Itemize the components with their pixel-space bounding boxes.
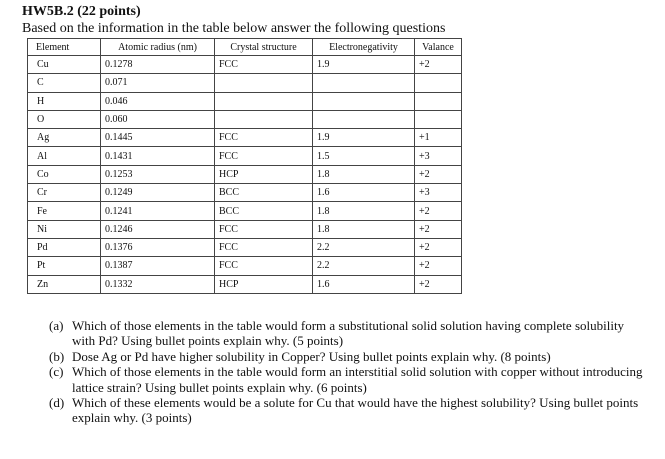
question-item <box>49 395 644 426</box>
table-row <box>28 275 462 293</box>
question-label: (b) <box>49 348 65 364</box>
cell-crystal-structure: BCC <box>215 184 313 202</box>
column-header-atomic-radius: Atomic radius (nm) <box>101 39 215 56</box>
question-text: Which of those elements in the table would form an interstitial solid solution with copper without introducing lattice strain? Using bullet points explain why. (6 points) <box>72 364 643 395</box>
cell-atomic-radius: 0.1241 <box>101 202 215 220</box>
cell-valance: +2 <box>415 202 462 220</box>
cell-valance: +2 <box>415 220 462 238</box>
table-row <box>28 147 462 165</box>
cell-element: C <box>28 74 101 92</box>
cell-valance <box>415 110 462 128</box>
element-properties-table <box>27 38 462 294</box>
cell-atomic-radius: 0.1278 <box>101 56 215 74</box>
instructions: Based on the information in the table below answer the following questions <box>22 21 446 36</box>
cell-valance: +3 <box>415 147 462 165</box>
cell-crystal-structure: FCC <box>215 238 313 256</box>
cell-atomic-radius: 0.060 <box>101 110 215 128</box>
cell-electronegativity: 2.2 <box>313 238 415 256</box>
cell-crystal-structure <box>215 74 313 92</box>
cell-electronegativity: 1.8 <box>313 202 415 220</box>
table-body <box>28 56 462 294</box>
cell-atomic-radius: 0.1246 <box>101 220 215 238</box>
cell-electronegativity: 1.6 <box>313 184 415 202</box>
question-text: Which of those elements in the table would form a substitutional solid solution having complete solubility with Pd? Using bullet points explain why. (5 points) <box>72 318 625 349</box>
cell-atomic-radius: 0.1332 <box>101 275 215 293</box>
cell-atomic-radius: 0.1249 <box>101 184 215 202</box>
cell-atomic-radius: 0.071 <box>101 74 215 92</box>
table-row <box>28 165 462 183</box>
cell-element: Zn <box>28 275 101 293</box>
question-label: (c) <box>49 364 64 380</box>
cell-electronegativity: 1.5 <box>313 147 415 165</box>
cell-valance: +2 <box>415 165 462 183</box>
cell-electronegativity: 1.8 <box>313 220 415 238</box>
table-row <box>28 74 462 92</box>
table-row <box>28 257 462 275</box>
cell-element: Al <box>28 147 101 165</box>
cell-crystal-structure: HCP <box>215 165 313 183</box>
cell-electronegativity <box>313 92 415 110</box>
cell-crystal-structure: HCP <box>215 275 313 293</box>
cell-crystal-structure: FCC <box>215 147 313 165</box>
cell-electronegativity: 1.6 <box>313 275 415 293</box>
question-list <box>49 318 644 426</box>
cell-valance: +2 <box>415 56 462 74</box>
cell-valance: +2 <box>415 257 462 275</box>
cell-electronegativity <box>313 110 415 128</box>
cell-element: Co <box>28 165 101 183</box>
column-header-element: Element <box>28 39 101 56</box>
cell-valance <box>415 92 462 110</box>
cell-atomic-radius: 0.1445 <box>101 129 215 147</box>
question-text: Which of these elements would be a solute for Cu that would have the highest solubility? Using bullet points explain why. (3 points) <box>72 395 639 426</box>
question-text: Dose Ag or Pd have higher solubility in Copper? Using bullet points explain why. (8 points) <box>72 348 551 364</box>
cell-crystal-structure <box>215 92 313 110</box>
table-row <box>28 92 462 110</box>
column-header-valance: Valance <box>415 39 462 56</box>
table-row <box>28 238 462 256</box>
cell-crystal-structure: FCC <box>215 220 313 238</box>
cell-element: O <box>28 110 101 128</box>
cell-element: Cu <box>28 56 101 74</box>
cell-element: Fe <box>28 202 101 220</box>
page-title: HW5B.2 (22 points) <box>22 4 141 19</box>
question-item <box>49 349 644 364</box>
table-header-row <box>28 39 462 56</box>
cell-element: Ni <box>28 220 101 238</box>
cell-electronegativity <box>313 74 415 92</box>
cell-electronegativity: 1.8 <box>313 165 415 183</box>
question-item <box>49 364 644 395</box>
cell-valance <box>415 74 462 92</box>
cell-valance: +1 <box>415 129 462 147</box>
cell-atomic-radius: 0.1253 <box>101 165 215 183</box>
table-row <box>28 56 462 74</box>
cell-crystal-structure: FCC <box>215 56 313 74</box>
table-row <box>28 220 462 238</box>
cell-element: Pd <box>28 238 101 256</box>
cell-atomic-radius: 0.1376 <box>101 238 215 256</box>
cell-crystal-structure: BCC <box>215 202 313 220</box>
question-item <box>49 318 644 349</box>
cell-electronegativity: 2.2 <box>313 257 415 275</box>
cell-electronegativity: 1.9 <box>313 129 415 147</box>
column-header-electronegativity: Electronegativity <box>313 39 415 56</box>
cell-element: Cr <box>28 184 101 202</box>
cell-atomic-radius: 0.046 <box>101 92 215 110</box>
column-header-crystal-structure: Crystal structure <box>215 39 313 56</box>
cell-valance: +3 <box>415 184 462 202</box>
question-label: (d) <box>49 395 65 411</box>
table-row <box>28 202 462 220</box>
table-row <box>28 129 462 147</box>
cell-valance: +2 <box>415 238 462 256</box>
cell-element: Pt <box>28 257 101 275</box>
cell-crystal-structure: FCC <box>215 257 313 275</box>
cell-crystal-structure: FCC <box>215 129 313 147</box>
cell-crystal-structure <box>215 110 313 128</box>
table-row <box>28 110 462 128</box>
cell-element: H <box>28 92 101 110</box>
table-row <box>28 184 462 202</box>
question-label: (a) <box>49 318 64 333</box>
cell-valance: +2 <box>415 275 462 293</box>
cell-atomic-radius: 0.1387 <box>101 257 215 275</box>
cell-electronegativity: 1.9 <box>313 56 415 74</box>
cell-element: Ag <box>28 129 101 147</box>
cell-atomic-radius: 0.1431 <box>101 147 215 165</box>
